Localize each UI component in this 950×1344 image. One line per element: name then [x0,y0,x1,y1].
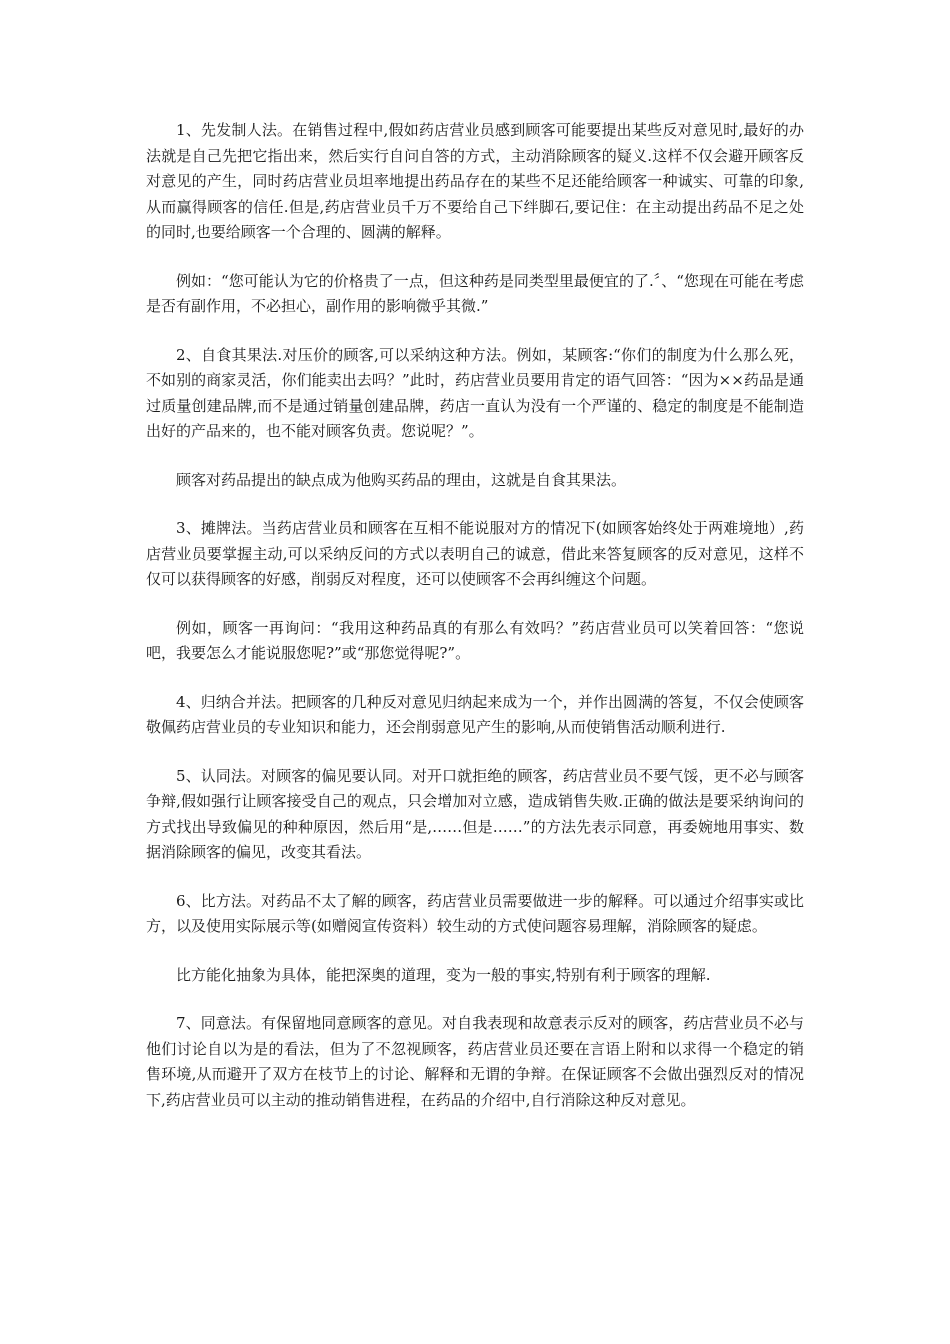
paragraph-self-consequence-method: 2、自食其果法.对压价的顾客,可以采纳这种方法。例如，某顾客:“你们的制度为什么那么死，不如别的商家灵活，你们能卖出去吗？”此时，药店营业员要用肯定的语气回答：“因为××药品是通过质量创建品牌,而不是通过销量创建品牌，药店一直认为没有一个严谨的、稳定的制度是不能制造出好的产品来的，也不能对顾客负责。您说呢？”。 [146,345,804,440]
paragraph-preemptive-example: 例如：“您可能认为它的价格贵了一点，但这种药是同类型里最便宜的了.〞、“您现在可能在考虑是否有副作用，不必担心，副作用的影响微乎其微.” [146,271,804,315]
paragraph-showdown-method: 3、摊牌法。当药店营业员和顾客在互相不能说服对方的情况下(如顾客始终处于两难境地）,药店营业员要掌握主动,可以采纳反问的方式以表明自己的诚意，借此来答复顾客的反对意见，这样不仅可以获得顾客的好感，削弱反对程度，还可以使顾客不会再纠缠这个问题。 [146,519,804,588]
paragraph-analogy-summary: 比方能化抽象为具体，能把深奥的道理，变为一般的事实,特别有利于顾客的理解. [176,965,711,984]
paragraph-preemptive-method: 1、先发制人法。在销售过程中,假如药店营业员感到顾客可能要提出某些反对意见时,最好的办法就是自己先把它指出来，然后实行自问自答的方式，主动消除顾客的疑义.这样不仅会避开顾客反对意见的产生，同时药店营业员坦率地提出药品存在的某些不足还能给顾客一种诚实、可靠的印象,从而赢得顾客的信任.但是,药店营业员千万不要给自己下绊脚石,要记住：在主动提出药品不足之处的同时,也要给顾客一个合理的、圆满的解释。 [146,121,804,241]
paragraph-self-consequence-summary: 顾客对药品提出的缺点成为他购买药品的理由，这就是自食其果法。 [176,470,627,489]
paragraph-analogy-method: 6、比方法。对药品不太了解的顾客，药店营业员需要做进一步的解释。可以通过介绍事实或比方，以及使用实际展示等(如赠阅宣传资料）较生动的方式使问题容易理解，消除顾客的疑虑。 [146,891,804,935]
paragraph-agreement-method: 5、认同法。对顾客的偏见要认同。对开口就拒绝的顾客，药店营业员不要气馁，更不必与顾客争辩,假如强行让顾客接受自己的观点，只会增加对立感，造成销售失败.正确的做法是要采纳询问的方式找出导致偏见的种种原因，然后用“是,……但是……”的方法先表示同意，再委婉地用事实、数据消除顾客的偏见，改变其看法。 [146,766,804,861]
paragraph-consent-method: 7、同意法。有保留地同意顾客的意见。对自我表现和故意表示反对的顾客，药店营业员不必与他们讨论自以为是的看法，但为了不忽视顾客，药店营业员还要在言语上附和以求得一个稳定的销售环境,从而避开了双方在枝节上的讨论、解释和无谓的争辩。在保证顾客不会做出强烈反对的情况下,药店营业员可以主动的推动销售进程，在药品的介绍中,自行消除这种反对意见。 [146,1014,804,1109]
paragraph-showdown-example: 例如，顾客一再询问：“我用这种药品真的有那么有效吗？”药店营业员可以笑着回答：“您说吧，我要怎么才能说服您呢?”或“那您觉得呢?”。 [146,618,804,662]
paragraph-merge-method: 4、归纳合并法。把顾客的几种反对意见归纳起来成为一个，并作出圆满的答复，不仅会使顾客敬佩药店营业员的专业知识和能力，还会削弱意见产生的影响,从而使销售活动顺利进行. [146,692,804,736]
document-body [146,118,804,1136]
